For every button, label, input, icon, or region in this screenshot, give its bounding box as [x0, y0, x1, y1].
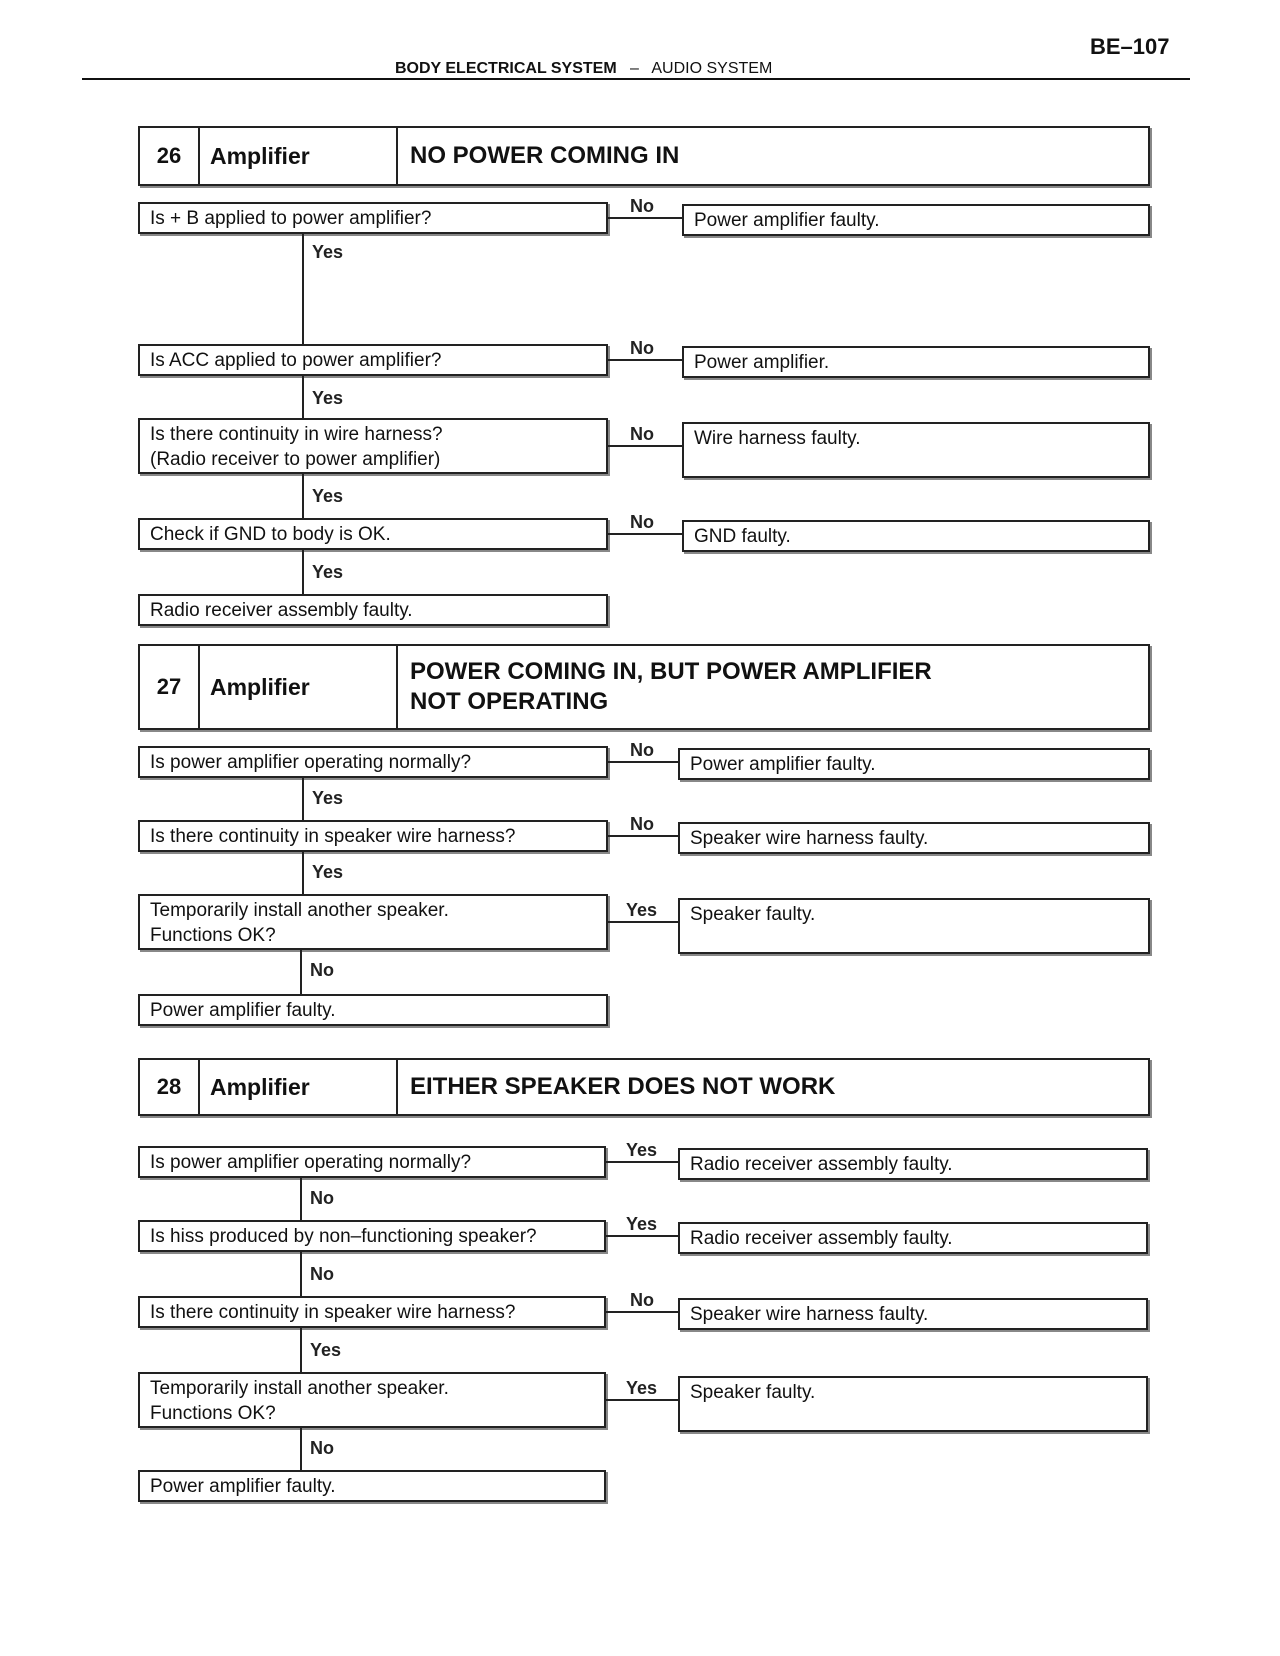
connector	[606, 1161, 678, 1163]
s27-question-3	[138, 894, 608, 950]
branch-no-label: No	[630, 338, 654, 358]
section-number: 27	[140, 646, 200, 728]
question-text-line-2: Functions OK?	[150, 1403, 276, 1424]
question-text: Check if GND to body is OK.	[150, 524, 391, 545]
section-number: 28	[140, 1060, 200, 1114]
s28-question-3	[138, 1296, 606, 1328]
header-separator: –	[630, 60, 639, 77]
connector	[300, 1252, 302, 1296]
symptom: EITHER SPEAKER DOES NOT WORK	[410, 1073, 836, 1100]
branch-no-label: No	[630, 814, 654, 834]
connector	[300, 1328, 302, 1372]
s28-result-3	[678, 1298, 1148, 1330]
branch-yes-label: Yes	[312, 486, 344, 506]
symptom	[398, 646, 1148, 728]
section-28-title	[138, 1058, 1150, 1116]
connector	[608, 445, 682, 447]
component-name: Amplifier	[198, 1060, 398, 1114]
question-text-line-1: Temporarily install another speaker.	[150, 900, 449, 921]
question-text: Is there continuity in speaker wire harness?	[150, 1302, 516, 1323]
s28-result-4	[678, 1376, 1148, 1432]
branch-yes-label: Yes	[626, 900, 658, 920]
connector	[608, 533, 682, 535]
branch-no-label: No	[630, 512, 654, 532]
s26-question-4	[138, 518, 608, 550]
s28-question-4	[138, 1372, 606, 1428]
s28-final-result	[138, 1470, 606, 1502]
symptom: NO POWER COMING IN	[410, 142, 680, 169]
question-text: Is power amplifier operating normally?	[150, 1152, 472, 1173]
connector	[302, 376, 304, 418]
s26-question-3	[138, 418, 608, 474]
connector	[302, 778, 304, 820]
result-text: Speaker faulty.	[690, 1382, 816, 1403]
question-text-line-1: Temporarily install another speaker.	[150, 1378, 449, 1399]
s28-question-2	[138, 1220, 606, 1252]
s27-question-1	[138, 746, 608, 778]
branch-yes-label: Yes	[312, 862, 344, 882]
result-text: Radio receiver assembly faulty.	[690, 1228, 953, 1249]
connector	[302, 474, 304, 518]
s28-question-1	[138, 1146, 606, 1178]
branch-no-label: No	[310, 1188, 334, 1208]
result-text: Power amplifier faulty.	[694, 210, 880, 231]
s28-result-1	[678, 1148, 1148, 1180]
result-text: Speaker faulty.	[690, 904, 816, 925]
branch-no-label: No	[630, 424, 654, 444]
s28-result-2	[678, 1222, 1148, 1254]
branch-yes-label: Yes	[312, 388, 344, 408]
result-text: Power amplifier faulty.	[690, 754, 876, 775]
branch-yes-label: Yes	[310, 1340, 342, 1360]
result-text: Power amplifier.	[694, 352, 830, 373]
branch-yes-label: Yes	[626, 1140, 658, 1160]
connector	[608, 835, 678, 837]
branch-yes-label: Yes	[312, 788, 344, 808]
s27-question-2	[138, 820, 608, 852]
page-number: BE–107	[1090, 34, 1170, 59]
connector	[606, 1311, 678, 1313]
question-text-line-1: Is there continuity in wire harness?	[150, 424, 443, 445]
s26-result-1	[682, 204, 1150, 236]
s26-question-1	[138, 202, 608, 234]
result-text: Speaker wire harness faulty.	[690, 828, 929, 849]
connector	[608, 359, 682, 361]
page-header	[395, 60, 772, 78]
s26-final-result	[138, 594, 608, 626]
section-number: 26	[140, 128, 200, 184]
branch-yes-label: Yes	[312, 242, 344, 262]
branch-yes-label: Yes	[312, 562, 344, 582]
s26-result-3	[682, 422, 1150, 478]
connector	[606, 1235, 678, 1237]
branch-no-label: No	[630, 740, 654, 760]
result-text: Radio receiver assembly faulty.	[690, 1154, 953, 1175]
component-name: Amplifier	[198, 646, 398, 728]
result-text: GND faulty.	[694, 526, 791, 547]
s27-final-result	[138, 994, 608, 1026]
connector	[608, 761, 678, 763]
question-text-line-2: Functions OK?	[150, 925, 276, 946]
question-text: Is ACC applied to power amplifier?	[150, 350, 442, 371]
branch-no-label: No	[630, 196, 654, 216]
question-text: Is there continuity in speaker wire harness?	[150, 826, 516, 847]
section-27-title	[138, 644, 1150, 730]
question-text-line-2: (Radio receiver to power amplifier)	[150, 449, 441, 470]
branch-yes-label: Yes	[626, 1378, 658, 1398]
connector	[302, 234, 304, 344]
connector	[300, 950, 302, 994]
s26-question-2	[138, 344, 608, 376]
header-rule	[82, 78, 1190, 80]
section-26-title	[138, 126, 1150, 186]
question-text: Is + B applied to power amplifier?	[150, 208, 432, 229]
branch-no-label: No	[630, 1290, 654, 1310]
question-text: Is hiss produced by non–functioning speaker?	[150, 1226, 537, 1247]
connector	[608, 217, 682, 219]
component-name: Amplifier	[198, 128, 398, 184]
branch-no-label: No	[310, 1438, 334, 1458]
result-text: Radio receiver assembly faulty.	[150, 600, 413, 621]
s27-result-1	[678, 748, 1150, 780]
connector	[302, 550, 304, 594]
question-text: Is power amplifier operating normally?	[150, 752, 472, 773]
connector	[302, 852, 304, 894]
connector	[300, 1428, 302, 1470]
branch-no-label: No	[310, 960, 334, 980]
symptom-line-2: NOT OPERATING	[410, 688, 609, 715]
connector	[606, 1399, 678, 1401]
s27-result-2	[678, 822, 1150, 854]
result-text: Speaker wire harness faulty.	[690, 1304, 929, 1325]
section-title: BODY ELECTRICAL SYSTEM	[395, 60, 617, 77]
s26-result-2	[682, 346, 1150, 378]
subsection-title: AUDIO SYSTEM	[651, 60, 773, 77]
result-text: Wire harness faulty.	[694, 428, 861, 449]
symptom-line-1: POWER COMING IN, BUT POWER AMPLIFIER	[410, 658, 932, 685]
branch-no-label: No	[310, 1264, 334, 1284]
s27-result-3	[678, 898, 1150, 954]
branch-yes-label: Yes	[626, 1214, 658, 1234]
s26-result-4	[682, 520, 1150, 552]
result-text: Power amplifier faulty.	[150, 1476, 336, 1497]
connector	[300, 1178, 302, 1220]
result-text: Power amplifier faulty.	[150, 1000, 336, 1021]
connector	[608, 921, 678, 923]
